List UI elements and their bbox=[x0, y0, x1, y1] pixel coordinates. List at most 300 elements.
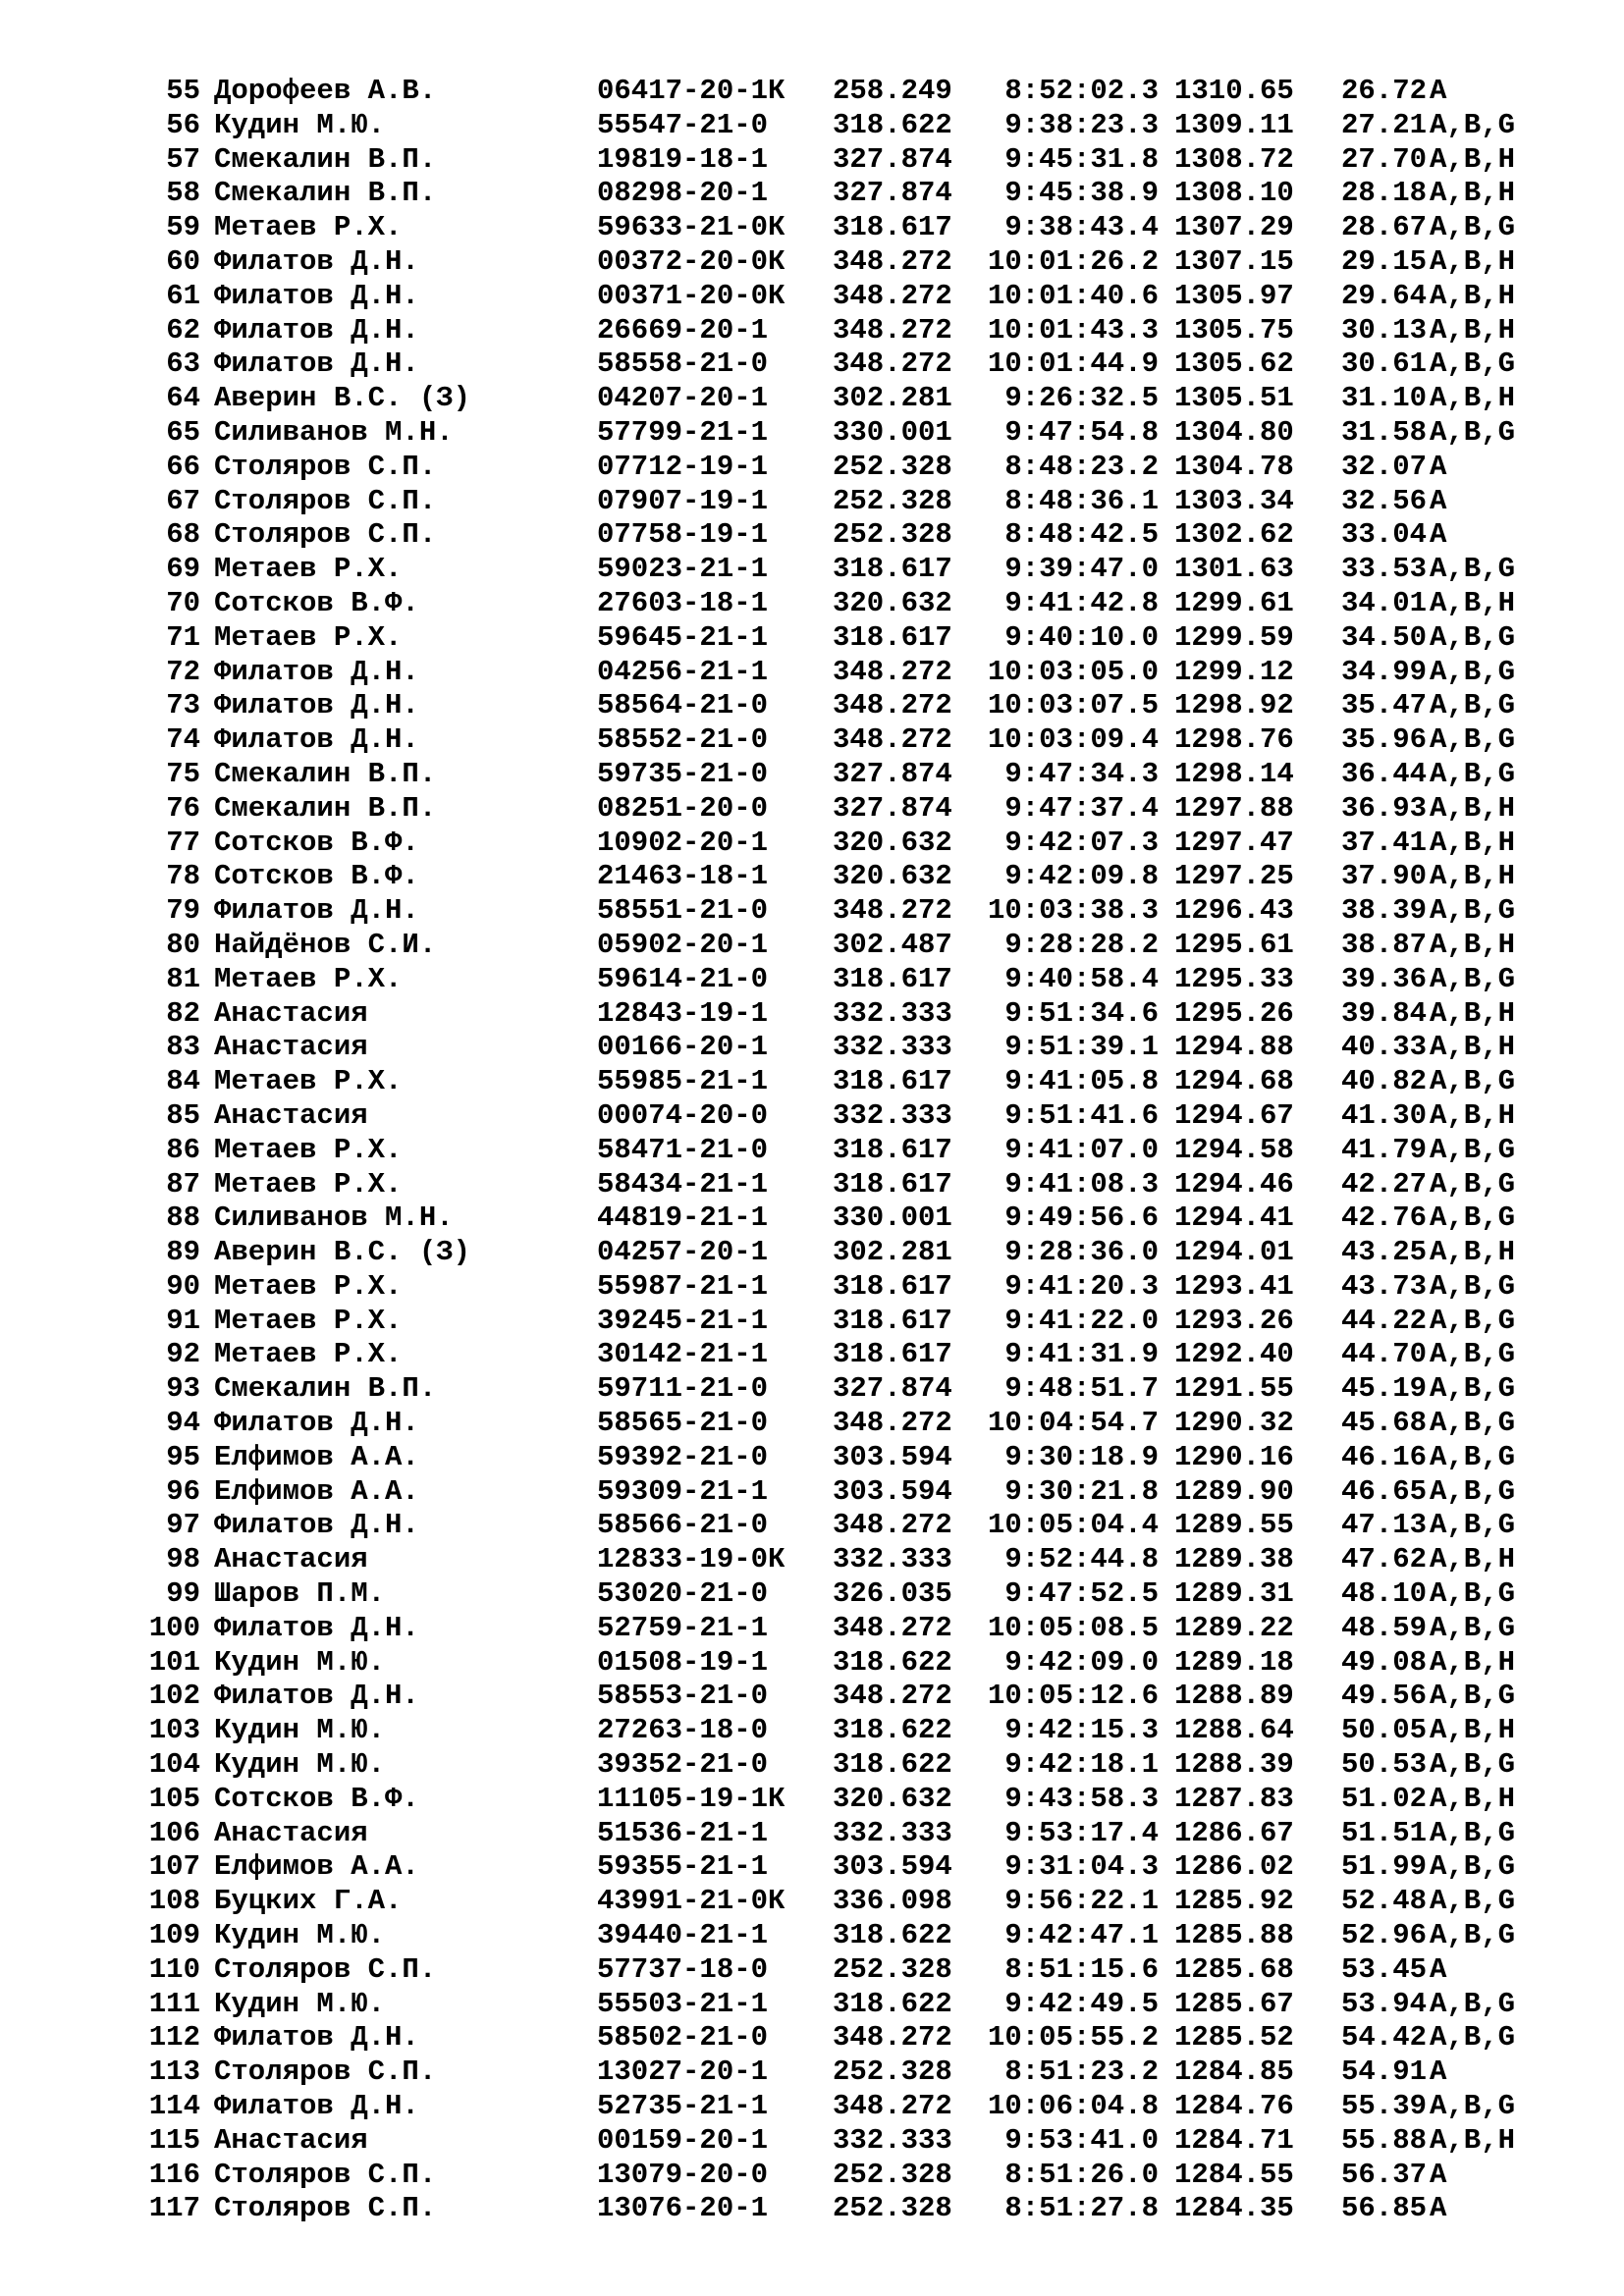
percent-cell: 43.25 bbox=[1341, 1236, 1428, 1269]
time-cell: 8:51:23.2 bbox=[1004, 2056, 1159, 2089]
category-cell: A bbox=[1430, 1952, 1447, 1986]
category-cell: A,B,H bbox=[1430, 586, 1516, 619]
table-row bbox=[0, 1031, 1624, 1065]
place-cell: 60 bbox=[166, 244, 200, 278]
distance-cell: 318.622 bbox=[833, 1748, 952, 1782]
speed-cell: 1292.40 bbox=[1174, 1338, 1294, 1371]
place-cell: 65 bbox=[166, 415, 200, 449]
name-cell: Филатов Д.Н. bbox=[214, 1680, 419, 1713]
table-row bbox=[0, 1338, 1624, 1372]
time-cell: 9:51:34.6 bbox=[1004, 996, 1159, 1030]
ring-number-cell: 07758-19-1 bbox=[597, 518, 769, 552]
place-cell: 72 bbox=[166, 655, 200, 688]
category-cell: A,B,H bbox=[1430, 1098, 1516, 1132]
category-cell: A,B,G bbox=[1430, 894, 1516, 928]
table-row bbox=[0, 963, 1624, 997]
place-cell: 108 bbox=[148, 1885, 200, 1918]
place-cell: 117 bbox=[148, 2192, 200, 2225]
speed-cell: 1309.11 bbox=[1174, 108, 1294, 141]
category-cell: A,B,G bbox=[1430, 1509, 1516, 1542]
time-cell: 9:47:52.5 bbox=[1004, 1577, 1159, 1611]
speed-cell: 1305.75 bbox=[1174, 313, 1294, 347]
speed-cell: 1305.62 bbox=[1174, 347, 1294, 381]
distance-cell: 348.272 bbox=[833, 279, 952, 312]
speed-cell: 1297.25 bbox=[1174, 860, 1294, 893]
ring-number-cell: 00372-20-0К bbox=[597, 244, 785, 278]
time-cell: 9:48:51.7 bbox=[1004, 1372, 1159, 1406]
place-cell: 55 bbox=[166, 75, 200, 107]
ring-number-cell: 13027-20-1 bbox=[597, 2056, 769, 2089]
place-cell: 115 bbox=[148, 2123, 200, 2157]
name-cell: Силиванов М.Н. bbox=[214, 1201, 454, 1235]
table-row bbox=[0, 1543, 1624, 1577]
category-cell: A,B,G bbox=[1430, 655, 1516, 688]
percent-cell: 51.02 bbox=[1341, 1782, 1428, 1815]
distance-cell: 318.617 bbox=[833, 1338, 952, 1371]
time-cell: 9:28:28.2 bbox=[1004, 928, 1159, 961]
distance-cell: 332.333 bbox=[833, 1031, 952, 1064]
distance-cell: 348.272 bbox=[833, 1680, 952, 1713]
category-cell: A,B,H bbox=[1430, 177, 1516, 210]
name-cell: Сотсков В.Ф. bbox=[214, 1782, 419, 1815]
name-cell: Дорофеев А.В. bbox=[214, 75, 437, 107]
speed-cell: 1305.51 bbox=[1174, 382, 1294, 415]
table-row bbox=[0, 382, 1624, 416]
distance-cell: 318.622 bbox=[833, 1714, 952, 1747]
name-cell: Метаев Р.Х. bbox=[214, 553, 403, 586]
percent-cell: 56.37 bbox=[1341, 2158, 1428, 2191]
name-cell: Столяров С.П. bbox=[214, 484, 437, 517]
speed-cell: 1287.83 bbox=[1174, 1782, 1294, 1815]
speed-cell: 1294.46 bbox=[1174, 1167, 1294, 1201]
ring-number-cell: 58565-21-0 bbox=[597, 1407, 769, 1440]
time-cell: 9:38:43.4 bbox=[1004, 211, 1159, 244]
table-row bbox=[0, 2056, 1624, 2090]
percent-cell: 29.64 bbox=[1341, 279, 1428, 312]
table-row bbox=[0, 758, 1624, 792]
table-row bbox=[0, 1680, 1624, 1714]
place-cell: 99 bbox=[166, 1577, 200, 1611]
percent-cell: 33.04 bbox=[1341, 518, 1428, 552]
name-cell: Кудин М.Ю. bbox=[214, 1714, 386, 1747]
ring-number-cell: 10902-20-1 bbox=[597, 826, 769, 859]
ring-number-cell: 58558-21-0 bbox=[597, 347, 769, 381]
percent-cell: 51.99 bbox=[1341, 1850, 1428, 1884]
name-cell: Метаев Р.Х. bbox=[214, 211, 403, 244]
percent-cell: 41.79 bbox=[1341, 1133, 1428, 1166]
place-cell: 74 bbox=[166, 723, 200, 757]
speed-cell: 1301.63 bbox=[1174, 553, 1294, 586]
name-cell: Шаров П.М. bbox=[214, 1577, 386, 1611]
category-cell: A,B,G bbox=[1430, 620, 1516, 654]
place-cell: 107 bbox=[148, 1850, 200, 1884]
name-cell: Анастасия bbox=[214, 1031, 368, 1064]
name-cell: Филатов Д.Н. bbox=[214, 2021, 419, 2055]
percent-cell: 39.36 bbox=[1341, 962, 1428, 995]
time-cell: 9:47:37.4 bbox=[1004, 791, 1159, 825]
place-cell: 76 bbox=[166, 791, 200, 825]
percent-cell: 31.10 bbox=[1341, 382, 1428, 415]
speed-cell: 1294.88 bbox=[1174, 1031, 1294, 1064]
category-cell: A,B,G bbox=[1430, 1816, 1516, 1849]
time-cell: 9:42:18.1 bbox=[1004, 1748, 1159, 1782]
time-cell: 9:26:32.5 bbox=[1004, 382, 1159, 415]
ring-number-cell: 59614-21-0 bbox=[597, 962, 769, 995]
category-cell: A,B,G bbox=[1430, 347, 1516, 381]
speed-cell: 1299.61 bbox=[1174, 586, 1294, 619]
place-cell: 64 bbox=[166, 382, 200, 415]
distance-cell: 252.328 bbox=[833, 484, 952, 517]
name-cell: Метаев Р.Х. bbox=[214, 962, 403, 995]
ring-number-cell: 59355-21-1 bbox=[597, 1850, 769, 1884]
place-cell: 114 bbox=[148, 2090, 200, 2123]
time-cell: 9:41:07.0 bbox=[1004, 1133, 1159, 1166]
name-cell: Анастасия bbox=[214, 1816, 368, 1849]
ring-number-cell: 27263-18-0 bbox=[597, 1714, 769, 1747]
time-cell: 8:51:27.8 bbox=[1004, 2192, 1159, 2225]
table-row bbox=[0, 1201, 1624, 1236]
ring-number-cell: 57799-21-1 bbox=[597, 415, 769, 449]
name-cell: Аверин В.С. (З) bbox=[214, 1236, 471, 1269]
place-cell: 59 bbox=[166, 211, 200, 244]
table-row bbox=[0, 1748, 1624, 1783]
ring-number-cell: 08298-20-1 bbox=[597, 177, 769, 210]
time-cell: 8:48:42.5 bbox=[1004, 518, 1159, 552]
percent-cell: 29.15 bbox=[1341, 244, 1428, 278]
name-cell: Кудин М.Ю. bbox=[214, 1987, 386, 2020]
category-cell: A,B,G bbox=[1430, 1474, 1516, 1508]
distance-cell: 348.272 bbox=[833, 689, 952, 722]
category-cell: A,B,G bbox=[1430, 553, 1516, 586]
ring-number-cell: 08251-20-0 bbox=[597, 791, 769, 825]
speed-cell: 1289.22 bbox=[1174, 1611, 1294, 1644]
ring-number-cell: 07712-19-1 bbox=[597, 450, 769, 483]
category-cell: A,B,H bbox=[1430, 1543, 1516, 1576]
table-row bbox=[0, 451, 1624, 485]
name-cell: Метаев Р.Х. bbox=[214, 1338, 403, 1371]
place-cell: 106 bbox=[148, 1816, 200, 1849]
place-cell: 56 bbox=[166, 108, 200, 141]
category-cell: A,B,H bbox=[1430, 142, 1516, 176]
table-row bbox=[0, 1475, 1624, 1510]
distance-cell: 303.594 bbox=[833, 1474, 952, 1508]
distance-cell: 318.617 bbox=[833, 553, 952, 586]
name-cell: Смекалин В.П. bbox=[214, 142, 437, 176]
distance-cell: 332.333 bbox=[833, 2123, 952, 2157]
time-cell: 9:45:38.9 bbox=[1004, 177, 1159, 210]
table-row bbox=[0, 1509, 1624, 1543]
percent-cell: 35.47 bbox=[1341, 689, 1428, 722]
time-cell: 9:52:44.8 bbox=[1004, 1543, 1159, 1576]
distance-cell: 252.328 bbox=[833, 2192, 952, 2225]
speed-cell: 1304.80 bbox=[1174, 415, 1294, 449]
time-cell: 9:41:05.8 bbox=[1004, 1065, 1159, 1098]
ring-number-cell: 52735-21-1 bbox=[597, 2090, 769, 2123]
name-cell: Буцких Г.А. bbox=[214, 1885, 403, 1918]
category-cell: A,B,G bbox=[1430, 1440, 1516, 1473]
distance-cell: 303.594 bbox=[833, 1440, 952, 1473]
name-cell: Силиванов М.Н. bbox=[214, 415, 454, 449]
ring-number-cell: 07907-19-1 bbox=[597, 484, 769, 517]
table-row bbox=[0, 1953, 1624, 1988]
place-cell: 69 bbox=[166, 553, 200, 586]
place-cell: 66 bbox=[166, 450, 200, 483]
category-cell: A,B,G bbox=[1430, 1338, 1516, 1371]
time-cell: 10:03:07.5 bbox=[987, 689, 1159, 722]
speed-cell: 1284.76 bbox=[1174, 2090, 1294, 2123]
category-cell: A,B,G bbox=[1430, 723, 1516, 757]
place-cell: 93 bbox=[166, 1372, 200, 1406]
speed-cell: 1299.59 bbox=[1174, 620, 1294, 654]
ring-number-cell: 00074-20-0 bbox=[597, 1098, 769, 1132]
percent-cell: 32.56 bbox=[1341, 484, 1428, 517]
place-cell: 75 bbox=[166, 757, 200, 790]
time-cell: 9:41:22.0 bbox=[1004, 1304, 1159, 1337]
percent-cell: 49.08 bbox=[1341, 1645, 1428, 1679]
time-cell: 9:40:10.0 bbox=[1004, 620, 1159, 654]
table-row bbox=[0, 485, 1624, 519]
distance-cell: 348.272 bbox=[833, 1509, 952, 1542]
name-cell: Кудин М.Ю. bbox=[214, 1645, 386, 1679]
place-cell: 88 bbox=[166, 1201, 200, 1235]
speed-cell: 1289.31 bbox=[1174, 1577, 1294, 1611]
distance-cell: 252.328 bbox=[833, 450, 952, 483]
place-cell: 83 bbox=[166, 1031, 200, 1064]
percent-cell: 39.84 bbox=[1341, 996, 1428, 1030]
table-row bbox=[0, 860, 1624, 894]
name-cell: Сотсков В.Ф. bbox=[214, 586, 419, 619]
table-row bbox=[0, 2159, 1624, 2193]
category-cell: A,B,G bbox=[1430, 1919, 1516, 1952]
table-row bbox=[0, 1612, 1624, 1646]
table-row bbox=[0, 1783, 1624, 1817]
name-cell: Филатов Д.Н. bbox=[214, 689, 419, 722]
distance-cell: 318.617 bbox=[833, 1269, 952, 1303]
table-row bbox=[0, 587, 1624, 621]
name-cell: Филатов Д.Н. bbox=[214, 1509, 419, 1542]
distance-cell: 252.328 bbox=[833, 2056, 952, 2089]
category-cell: A,B,G bbox=[1430, 2090, 1516, 2123]
distance-cell: 327.874 bbox=[833, 1372, 952, 1406]
table-row bbox=[0, 245, 1624, 280]
distance-cell: 332.333 bbox=[833, 1543, 952, 1576]
ring-number-cell: 55987-21-1 bbox=[597, 1269, 769, 1303]
category-cell: A,B,H bbox=[1430, 1236, 1516, 1269]
table-row bbox=[0, 827, 1624, 861]
distance-cell: 318.617 bbox=[833, 1167, 952, 1201]
place-cell: 87 bbox=[166, 1167, 200, 1201]
time-cell: 9:30:18.9 bbox=[1004, 1440, 1159, 1473]
category-cell: A,B,G bbox=[1430, 1748, 1516, 1782]
place-cell: 102 bbox=[148, 1680, 200, 1713]
place-cell: 86 bbox=[166, 1133, 200, 1166]
table-row bbox=[0, 689, 1624, 723]
table-row bbox=[0, 109, 1624, 143]
percent-cell: 56.85 bbox=[1341, 2192, 1428, 2225]
distance-cell: 318.617 bbox=[833, 962, 952, 995]
percent-cell: 45.68 bbox=[1341, 1407, 1428, 1440]
percent-cell: 40.82 bbox=[1341, 1065, 1428, 1098]
ring-number-cell: 39245-21-1 bbox=[597, 1304, 769, 1337]
time-cell: 9:51:39.1 bbox=[1004, 1031, 1159, 1064]
distance-cell: 348.272 bbox=[833, 347, 952, 381]
speed-cell: 1294.58 bbox=[1174, 1133, 1294, 1166]
time-cell: 9:42:49.5 bbox=[1004, 1987, 1159, 2020]
time-cell: 9:43:58.3 bbox=[1004, 1782, 1159, 1815]
percent-cell: 30.61 bbox=[1341, 347, 1428, 381]
speed-cell: 1284.55 bbox=[1174, 2158, 1294, 2191]
ring-number-cell: 59023-21-1 bbox=[597, 553, 769, 586]
percent-cell: 28.67 bbox=[1341, 211, 1428, 244]
distance-cell: 318.617 bbox=[833, 1065, 952, 1098]
speed-cell: 1308.72 bbox=[1174, 142, 1294, 176]
percent-cell: 30.13 bbox=[1341, 313, 1428, 347]
table-row bbox=[0, 314, 1624, 348]
distance-cell: 252.328 bbox=[833, 518, 952, 552]
ring-number-cell: 55985-21-1 bbox=[597, 1065, 769, 1098]
distance-cell: 336.098 bbox=[833, 1885, 952, 1918]
percent-cell: 27.21 bbox=[1341, 108, 1428, 141]
ring-number-cell: 39352-21-0 bbox=[597, 1748, 769, 1782]
category-cell: A bbox=[1430, 2056, 1447, 2089]
time-cell: 10:01:43.3 bbox=[987, 313, 1159, 347]
speed-cell: 1285.88 bbox=[1174, 1919, 1294, 1952]
time-cell: 9:41:08.3 bbox=[1004, 1167, 1159, 1201]
table-row bbox=[0, 723, 1624, 758]
place-cell: 84 bbox=[166, 1065, 200, 1098]
percent-cell: 45.19 bbox=[1341, 1372, 1428, 1406]
place-cell: 77 bbox=[166, 826, 200, 859]
time-cell: 10:01:40.6 bbox=[987, 279, 1159, 312]
percent-cell: 27.70 bbox=[1341, 142, 1428, 176]
distance-cell: 302.281 bbox=[833, 382, 952, 415]
category-cell: A,B,H bbox=[1430, 1782, 1516, 1815]
place-cell: 62 bbox=[166, 313, 200, 347]
table-row bbox=[0, 1099, 1624, 1134]
speed-cell: 1303.34 bbox=[1174, 484, 1294, 517]
time-cell: 10:05:04.4 bbox=[987, 1509, 1159, 1542]
place-cell: 90 bbox=[166, 1269, 200, 1303]
category-cell: A bbox=[1430, 484, 1447, 517]
table-row bbox=[0, 75, 1624, 109]
category-cell: A bbox=[1430, 450, 1447, 483]
distance-cell: 318.617 bbox=[833, 1304, 952, 1337]
speed-cell: 1293.26 bbox=[1174, 1304, 1294, 1337]
ring-number-cell: 55547-21-0 bbox=[597, 108, 769, 141]
percent-cell: 42.27 bbox=[1341, 1167, 1428, 1201]
distance-cell: 330.001 bbox=[833, 1201, 952, 1235]
distance-cell: 318.622 bbox=[833, 108, 952, 141]
category-cell: A,B,G bbox=[1430, 1372, 1516, 1406]
results-table bbox=[0, 75, 1624, 2226]
distance-cell: 348.272 bbox=[833, 655, 952, 688]
ring-number-cell: 58502-21-0 bbox=[597, 2021, 769, 2055]
name-cell: Кудин М.Ю. bbox=[214, 1748, 386, 1782]
speed-cell: 1293.41 bbox=[1174, 1269, 1294, 1303]
name-cell: Филатов Д.Н. bbox=[214, 279, 419, 312]
time-cell: 10:04:54.7 bbox=[987, 1407, 1159, 1440]
category-cell: A,B,G bbox=[1430, 1304, 1516, 1337]
place-cell: 81 bbox=[166, 962, 200, 995]
table-row bbox=[0, 347, 1624, 382]
ring-number-cell: 59392-21-0 bbox=[597, 1440, 769, 1473]
percent-cell: 40.33 bbox=[1341, 1031, 1428, 1064]
name-cell: Филатов Д.Н. bbox=[214, 894, 419, 928]
category-cell: A,B,G bbox=[1430, 1133, 1516, 1166]
category-cell: A,B,G bbox=[1430, 1065, 1516, 1098]
category-cell: A,B,G bbox=[1430, 689, 1516, 722]
distance-cell: 318.617 bbox=[833, 211, 952, 244]
distance-cell: 303.594 bbox=[833, 1850, 952, 1884]
place-cell: 70 bbox=[166, 586, 200, 619]
category-cell: A,B,H bbox=[1430, 1645, 1516, 1679]
time-cell: 9:45:31.8 bbox=[1004, 142, 1159, 176]
table-row bbox=[0, 1988, 1624, 2022]
ring-number-cell: 00159-20-1 bbox=[597, 2123, 769, 2157]
time-cell: 9:30:21.8 bbox=[1004, 1474, 1159, 1508]
table-row bbox=[0, 1817, 1624, 1851]
speed-cell: 1307.29 bbox=[1174, 211, 1294, 244]
ring-number-cell: 13076-20-1 bbox=[597, 2192, 769, 2225]
percent-cell: 48.59 bbox=[1341, 1611, 1428, 1644]
percent-cell: 31.58 bbox=[1341, 415, 1428, 449]
table-row bbox=[0, 1372, 1624, 1407]
category-cell: A,B,H bbox=[1430, 1031, 1516, 1064]
ring-number-cell: 58471-21-0 bbox=[597, 1133, 769, 1166]
ring-number-cell: 04207-20-1 bbox=[597, 382, 769, 415]
speed-cell: 1295.33 bbox=[1174, 962, 1294, 995]
percent-cell: 51.51 bbox=[1341, 1816, 1428, 1849]
speed-cell: 1294.67 bbox=[1174, 1098, 1294, 1132]
category-cell: A,B,H bbox=[1430, 244, 1516, 278]
place-cell: 67 bbox=[166, 484, 200, 517]
category-cell: A,B,G bbox=[1430, 1680, 1516, 1713]
name-cell: Филатов Д.Н. bbox=[214, 313, 419, 347]
place-cell: 111 bbox=[148, 1987, 200, 2020]
category-cell: A,B,H bbox=[1430, 2123, 1516, 2157]
table-row bbox=[0, 2021, 1624, 2056]
table-row bbox=[0, 1919, 1624, 1953]
percent-cell: 44.70 bbox=[1341, 1338, 1428, 1371]
table-row bbox=[0, 1065, 1624, 1099]
time-cell: 8:48:23.2 bbox=[1004, 450, 1159, 483]
distance-cell: 327.874 bbox=[833, 757, 952, 790]
ring-number-cell: 59711-21-0 bbox=[597, 1372, 769, 1406]
table-row bbox=[0, 1168, 1624, 1202]
distance-cell: 330.001 bbox=[833, 415, 952, 449]
percent-cell: 37.90 bbox=[1341, 860, 1428, 893]
distance-cell: 320.632 bbox=[833, 860, 952, 893]
ring-number-cell: 59645-21-1 bbox=[597, 620, 769, 654]
speed-cell: 1284.85 bbox=[1174, 2056, 1294, 2089]
distance-cell: 332.333 bbox=[833, 996, 952, 1030]
percent-cell: 43.73 bbox=[1341, 1269, 1428, 1303]
table-row bbox=[0, 143, 1624, 178]
percent-cell: 52.48 bbox=[1341, 1885, 1428, 1918]
ring-number-cell: 59309-21-1 bbox=[597, 1474, 769, 1508]
name-cell: Анастасия bbox=[214, 1543, 368, 1576]
percent-cell: 55.88 bbox=[1341, 2123, 1428, 2157]
category-cell: A bbox=[1430, 518, 1447, 552]
distance-cell: 327.874 bbox=[833, 791, 952, 825]
place-cell: 95 bbox=[166, 1440, 200, 1473]
ring-number-cell: 58551-21-0 bbox=[597, 894, 769, 928]
ring-number-cell: 52759-21-1 bbox=[597, 1611, 769, 1644]
percent-cell: 35.96 bbox=[1341, 723, 1428, 757]
category-cell: A,B,H bbox=[1430, 996, 1516, 1030]
ring-number-cell: 58566-21-0 bbox=[597, 1509, 769, 1542]
percent-cell: 50.05 bbox=[1341, 1714, 1428, 1747]
